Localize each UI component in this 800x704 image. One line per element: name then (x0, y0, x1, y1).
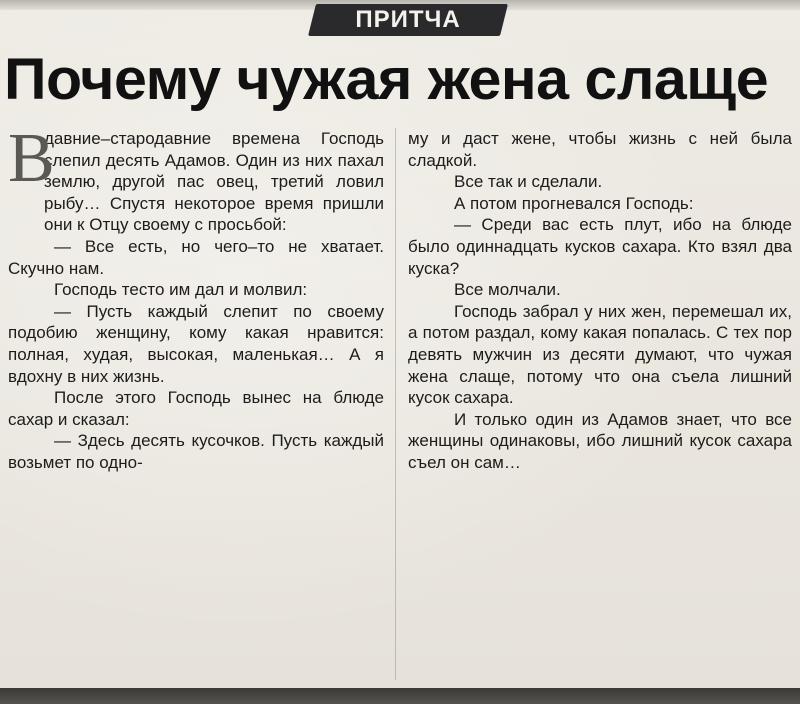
paragraph: Все молчали. (454, 280, 561, 300)
article-column-left (8, 120, 384, 474)
paragraph: Господь забрал у них жен, перемешал их, а потом раздал, кому какая попалась. С тех пор девять мужчин из десяти думают, что чужая жена слаще, потому что она съела лишний кусок сахара. (408, 301, 792, 408)
article-headline: Почему чужая жена слаще (4, 47, 769, 112)
paragraph: После этого Господь вынес на блюде сахар и сказал: (8, 388, 384, 429)
first-paragraph (8, 120, 384, 236)
paragraph: — Все есть, но чего–то не хватает. Скучно нам. (8, 236, 384, 278)
paragraph: му и даст жене, чтобы жизнь с ней была сладкой. (408, 129, 792, 170)
article-column-right (408, 128, 792, 474)
drop-cap: В (8, 120, 55, 197)
paragraph: — Здесь десять кусочков. Пусть каждый возьмет по одно- (8, 431, 384, 472)
column-divider (395, 128, 396, 680)
paragraph: — Среди вас есть плут, ибо на блюде было одиннадцать кусков сахара. Кто взял два куска? (408, 215, 792, 278)
paragraph: А потом прогневался Господь: (454, 193, 694, 213)
bottom-rule (0, 688, 800, 704)
paragraph: И только один из Адамов знает, что все женщины одинаковы, ибо лишний кусок сахара съел он сам… (408, 409, 792, 472)
rubric-label: ПРИТЧА (355, 6, 461, 33)
paragraph: Все так и сделали. (454, 172, 603, 192)
paragraph: давние–стародавние времена Господь слепил десять Адамов. Один из них пахал землю, другой пас овец, третий ловил рыбу… Спустя некоторое время пришли они к Отцу своему с просьбой: (44, 129, 384, 235)
paragraph: Господь тесто им дал и молвил: (54, 280, 308, 300)
paragraph: — Пусть каждый слепит по своему подобию женщину, кому какая нравится: полная, худая, высокая, маленькая… А я вдохну в них жизнь. (8, 301, 384, 386)
